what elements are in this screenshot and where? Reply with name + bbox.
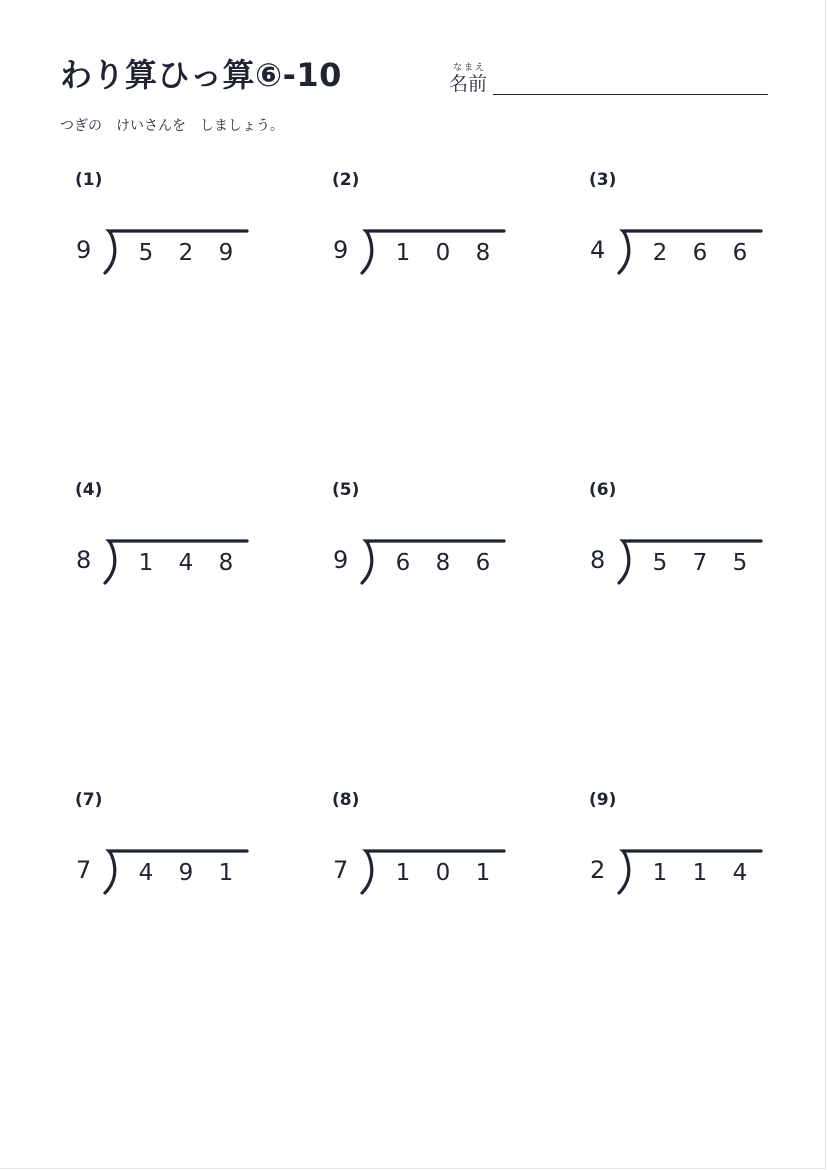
- dividend-digit: 6: [692, 240, 708, 266]
- divisor: 4: [590, 236, 606, 264]
- dividend-digit: 8: [475, 240, 491, 266]
- dividend: [383, 550, 503, 576]
- problem-4: [60, 480, 250, 610]
- dividend: [126, 860, 246, 886]
- divisor: 7: [333, 856, 349, 884]
- dividend-digit: 6: [732, 240, 748, 266]
- dividend-digit: 1: [692, 860, 708, 886]
- problem-number: (3): [589, 170, 617, 190]
- dividend: [640, 550, 760, 576]
- dividend-digit: 1: [652, 860, 668, 886]
- problem-number: (9): [589, 790, 617, 810]
- divisor: 9: [76, 236, 92, 264]
- problem-number: (1): [75, 170, 103, 190]
- name-label: 名前: [449, 73, 488, 95]
- dividend-digit: 4: [138, 860, 154, 886]
- dividend-digit: 0: [435, 860, 451, 886]
- dividend-digit: 5: [652, 550, 668, 576]
- dividend-digit: 4: [732, 860, 748, 886]
- divisor: 7: [76, 856, 92, 884]
- problem-1: [60, 170, 250, 300]
- problem-7: [60, 790, 250, 920]
- dividend-digit: 1: [475, 860, 491, 886]
- dividend: [126, 550, 246, 576]
- name-ruby: なまえ: [453, 63, 487, 73]
- problem-number: (4): [75, 480, 103, 500]
- divisor: 8: [76, 546, 92, 574]
- divisor: 9: [333, 236, 349, 264]
- dividend-digit: 9: [218, 240, 234, 266]
- problem-5: [317, 480, 507, 610]
- dividend-digit: 7: [692, 550, 708, 576]
- problem-6: [574, 480, 764, 610]
- instruction-text: つぎの けいさんを しましょう。: [60, 118, 284, 134]
- problem-number: (2): [332, 170, 360, 190]
- dividend-digit: 5: [138, 240, 154, 266]
- dividend-digit: 0: [435, 240, 451, 266]
- divisor: 9: [333, 546, 349, 574]
- problem-number: (8): [332, 790, 360, 810]
- dividend-digit: 1: [395, 860, 411, 886]
- problem-2: [317, 170, 507, 300]
- problem-number: (7): [75, 790, 103, 810]
- page-title: わり算ひっ算⑥-10: [60, 56, 342, 94]
- dividend-digit: 5: [732, 550, 748, 576]
- dividend-digit: 9: [178, 860, 194, 886]
- dividend-digit: 6: [395, 550, 411, 576]
- name-field: [449, 60, 769, 100]
- dividend-digit: 6: [475, 550, 491, 576]
- dividend-digit: 4: [178, 550, 194, 576]
- dividend-digit: 1: [395, 240, 411, 266]
- dividend-digit: 8: [435, 550, 451, 576]
- dividend: [383, 860, 503, 886]
- problem-8: [317, 790, 507, 920]
- dividend: [383, 240, 503, 266]
- dividend: [126, 240, 246, 266]
- dividend: [640, 860, 760, 886]
- divisor: 8: [590, 546, 606, 574]
- problem-number: (6): [589, 480, 617, 500]
- dividend: [640, 240, 760, 266]
- problem-9: [574, 790, 764, 920]
- dividend-digit: 1: [218, 860, 234, 886]
- dividend-digit: 1: [138, 550, 154, 576]
- dividend-digit: 2: [178, 240, 194, 266]
- problem-number: (5): [332, 480, 360, 500]
- dividend-digit: 2: [652, 240, 668, 266]
- dividend-digit: 8: [218, 550, 234, 576]
- divisor: 2: [590, 856, 606, 884]
- problem-3: [574, 170, 764, 300]
- name-write-line[interactable]: [493, 94, 768, 95]
